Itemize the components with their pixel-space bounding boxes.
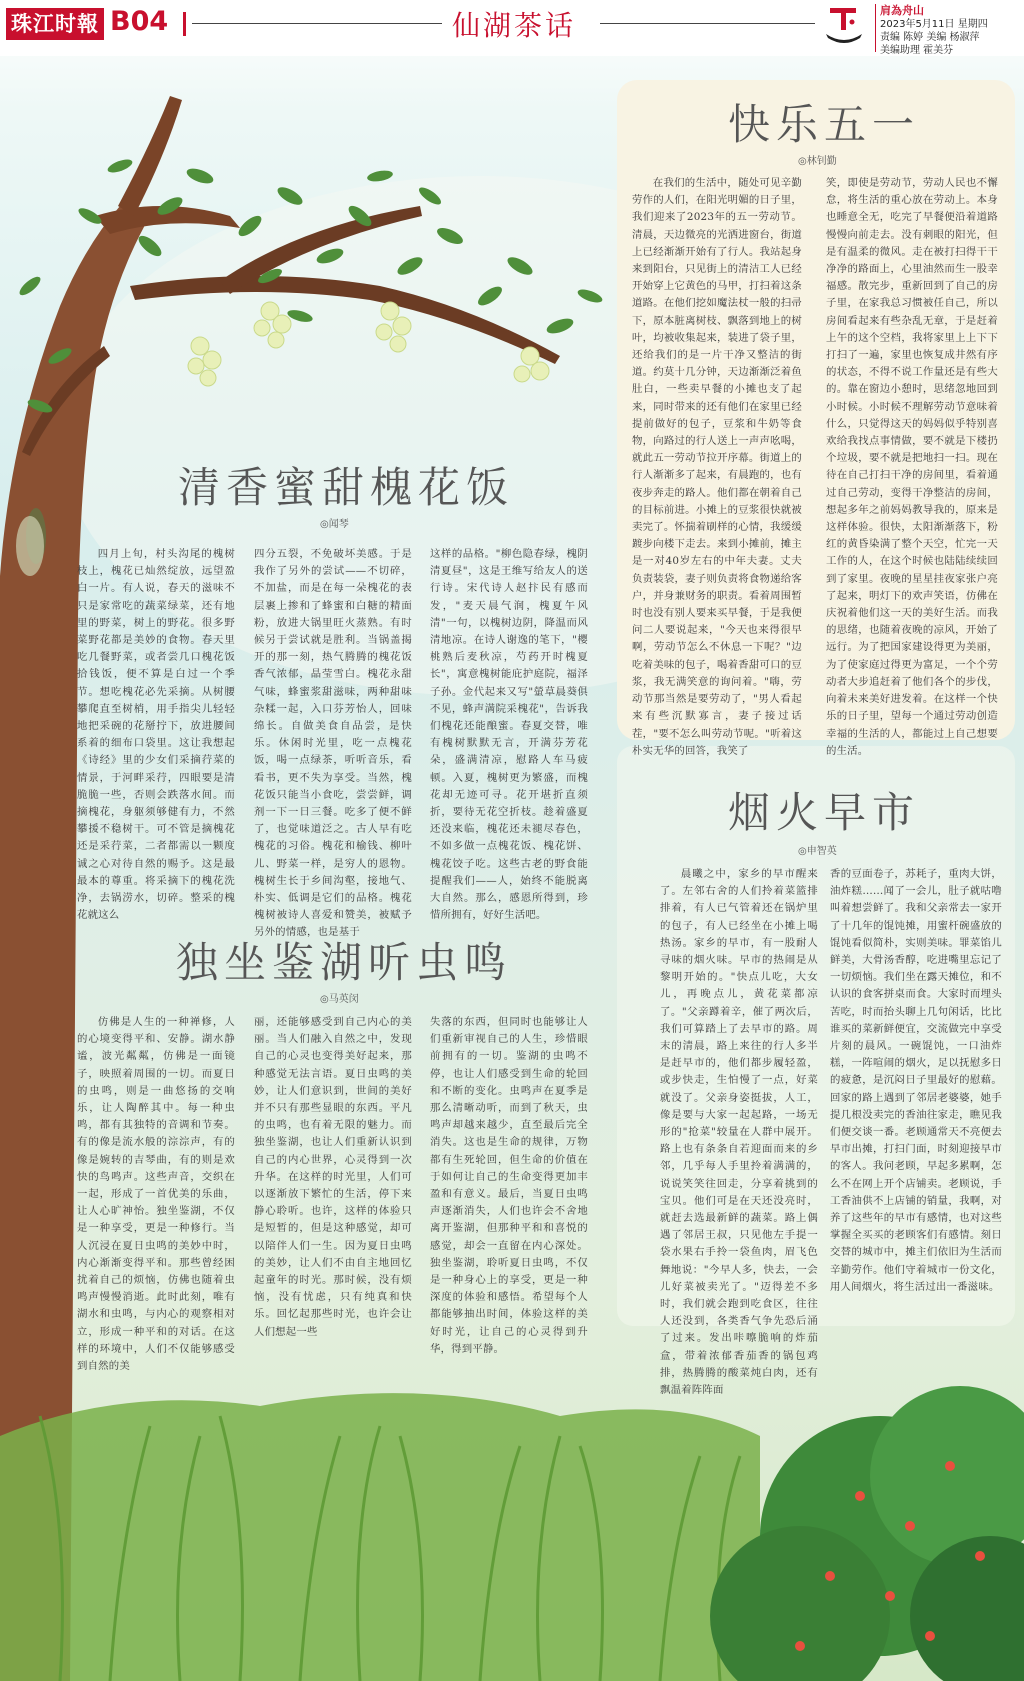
article-title-huaihua: 清香蜜甜槐花饭	[178, 463, 515, 512]
article-column: 四月上旬，村头沟尾的槐树枝上，槐花已灿然绽放，远望盈白一片。有人说，春天的滋味不只是家常吃的蔬菜绿菜，还有地里的野菜，树上的野花。很多野菜野花都是美妙的食物。春天里吃几餐野菜，或者尝几口槐花饭拾钱饭，便不算是白过一个季节。想吃槐花必先采摘。从树腰攀爬直至树梢，用手指尖儿轻轻地把采碗的花掰拧下，放进腰间系着的细布口袋里。这让我想起《诗经》里的少女们采摘荇菜的情景，于河畔采荇，四眼要是清脆脆一些，否则会跌落水间。而摘槐花，身躯须够健有力，不然攀援不稳树干。可不管是摘槐花还是采荇菜，二者都需以一颗度诚之心对待自然的赐予。这是最最本的尊重。将采摘下的槐花洗净，去锅涝水，切碎。整采的槐花就这么	[77, 548, 235, 922]
article-column: 失落的东西，但同时也能够让人们重新审视自己的人生，珍惜眼前拥有的一切。鉴湖的虫鸣不停，也让人们感受到生命的轮回和不断的变化。虫鸣声在夏季是那么清晰动听，而到了秋天，虫鸣声却越来越少，直至最后完全消失。这也是生命的规律，万物都有生死轮回，但生命的价值在于如何让自己的生命变得更加丰盈和有意义。最后，当夏日虫鸣声逐渐消失，人们也许会不舍地离开鉴湖，但那种平和和喜悦的感觉，却会一直留在内心深处。独坐鉴湖，聆听夏日虫鸣，不仅是一种身心上的享受，更是一种深度的体验和感悟。希望每个人都能够抽出时间，体验这样的美好时光，让自己的心灵得到升华，得到平静。	[430, 1016, 588, 1355]
article-byline-huaihua: ◎闻琴	[320, 519, 349, 530]
article-column: 在我们的生活中，随处可见辛勤劳作的人们，在阳光明媚的日子里，我们迎来了2023年的五一劳动节。清晨，天边微亮的光洒进窗台，街道上已经渐渐开始有了行人。我站起身来到阳台，只见街上的清洁工人已经开始穿上它黄色的马甲，打扫着这条道路。在他们挖如魔法杖一般的扫帚下，原本脏离树枝、飘落到地上的树叶，均被收集起来，装进了袋子里，还给我们的是一片干净又整洁的街道。约莫十几分钟，天边渐渐泛着鱼肚白，一些卖早餐的小摊也支了起来，同时带来的还有他们在家里已经提前做好的包子，豆浆和牛奶等食物，向路过的行人送上一声声吆喝，就此五一劳动节拉开序幕。街道上的行人渐渐多了起来，有晨跑的，也有夜步奔走的路人。他们都在朝着自己的目标前进。小摊上的豆浆很快就被卖完了。怀揣着刷样的心情，我缓缓踱步向楼下走去。来到小摊前，摊主是一对40岁左右的中年夫妻。丈夫负责装袋，妻子则负责将食物递给客户，并身兼财务的职责。看着周围暂时也没有别人要来买早餐，于是我便问二人要说起来，"今天也来得很早啊，劳动节怎么不休息一下呢？"边吃着美味的包子，喝着香甜可口的豆浆，我无满笑意的询问着。"嗨，劳动节那当然是要劳动了，"男人看起来有些沉默寡言，妻子接过话茬，"要不怎么叫劳动节呢。"听着这朴实无华的回答，我笑了	[632, 177, 802, 757]
article-title-zaoshi: 烟火早市	[728, 788, 921, 837]
article-byline-zaoshi: ◎申智英	[798, 846, 837, 857]
article-column: 香的豆面卷子，苏耗子，重肉大饼，油炸糕……闻了一会儿，肚子就咕噜叫着想尝鲜了。我和父亲常去一家开了十几年的馄饨摊，用蜜杆碗盛放的馄饨看似简朴，实则美味。罪菜馅儿鲜美，大骨汤香醇，吃进嘴里忘记了一切烦恼。我们坐在露天摊位，和不认识的食客拼桌而食。大家时而埋头苦吃，时而抬头聊上几句闲话，比比谁买的菜新鲜便宜，交流做完中享受片刻的晨风。一碗馄饨，一口油炸糕，一阵喧闹的烟火，足以抚慰多日的疲惫，是沉闷日子里最好的慰藉。回家的路上遇到了邻居老婆婆，她手提几根没卖完的香油往家走，瞧见我们便交谈一番。老顾通常天不亮便去早市出摊，打扫门面，时刻迎接早市的客人。我问老顾，早起多累啊，怎么不在网上开个店铺卖。老顾说，手工香油供不上店铺的销量，我啊，对养了这些年的早市有感情，也对这些掌握全买买的老顾客们有感情。刻日交替的城市中，摊主们依旧为生活而辛勤劳作。他们守着城市一份文化，用人间烟火，将生活过出一番滋味。	[830, 868, 1002, 1293]
article-byline-kuaile: ◎林钊勤	[798, 156, 837, 167]
article-column: 仿佛是人生的一种禅修，人的心境变得平和、安静。湖水静谧，波光粼粼，仿佛是一面镜子，映照着周围的一切。而夏日的虫鸣，则是一曲悠扬的交响乐，让人陶醉其中。每一种虫鸣，都有其独特的音调和节奏。有的像是流水般的淙淙声，有的像是婉转的吉琴曲，有的则是欢快的鸟鸣声。这些声音，交织在一起，形成了一首优美的乐曲，让人心旷神怡。独坐鉴湖，不仅是一种享受，更是一种修行。当人沉浸在夏日虫鸣的美妙中时，内心渐渐变得平和。那些曾经困扰着自己的烦恼，仿佛也随着虫鸣声慢慢消逝。此时此刻，唯有湖水和虫鸣，与内心的观察相对立，形成一种平和的对话。在这样的环境中，人们不仅能够感受到自然的美	[77, 1016, 235, 1373]
issue-info	[880, 4, 988, 57]
header-vertical-rule	[875, 4, 876, 52]
article-column: 晨曦之中，家乡的早市醒来了。左邻右舍的人们拎着菜篮排排着，有人已气管着还在锅炉里的包子，有人已经坐在小摊上喝热汤。家乡的早市，有一股耐人寻味的烟火味。早市的热闹是从黎明开始的。"快点儿吃，大女儿，再晚点儿，黄花菜都凉了。"父亲蹲着辛，催了两次后，我们可算踏上了去早市的路。周末的清晨，路上来往的行人多半是赶早市的，他们都步履轻盈，或步快走，生怕慢了一点，好菜就没了。父亲身姿挺拔，人工，像是要与大家一起起路，一场无形的"抢菜"较量在人群中展开。路上也有条条自若迎面而来的乡邻，几乎每人手里拎着满满的，说说笑笑往回走，分享着挑到的宝贝。他们可是在天还没亮时，就赶去选最新鲜的蔬菜。路上偶遇了邻居王叔，只见他左手提一袋水果右手拎一袋鱼肉，眉飞色舞地说："今早人多，快去，一会儿好菜被卖光了。"迈得差不多时，我们就会跑到吃食区，往往人还没到，各类香气争先恐后涌了过来。发出咔嚓脆响的炸茄盒，带着浓郁香茄香的锅包鸡排，热腾腾的酸菜炖白肉，还有飘温着阵阵面	[660, 868, 818, 1397]
article-byline-chongming: ◎马英闵	[320, 994, 359, 1005]
article-title-kuaile: 快乐五一	[728, 100, 921, 149]
page-number: B04	[110, 6, 169, 37]
article-column: 四分五裂，不免破坏美感。于是我作了另外的尝试——不切碎，不加盐，而是在每一朵槐花的表层裹上掺和了蜂蜜和白糖的精面粉，放进大锅里旺火蒸熟。有时候另于尝试就是胜利。当锅盖揭开的那一刻，热气腾腾的槐花饭香气浓郁，晶莹雪白。槐花永甜气味，蜂蜜浆甜滋味，两种甜味杂糅一起，入口芬芳怡人，回味绵长。自做美食自品尝，是快乐。休闲时光里，吃一点槐花饭，喝一点绿茶，听听音乐，看看书，更不失为享受。当然，槐花饭只能当小食吃，尝尝鲜，调剂一下一日三餐。吃多了便不鲜了，也觉味道泛之。古人早有吃槐花的习俗。槐花和榆钱、柳叶儿、野菜一样，是穷人的恩物。槐树生长于乡间沟壑，接地气、朴实、低调是它们的品格。槐花槐树被诗人喜爱和赞美，被赋予另外的情感，也是基于	[254, 548, 412, 939]
issue-date: 2023年5月11日 星期四	[880, 19, 988, 30]
header-rule-right	[600, 23, 815, 24]
header-rule-left	[192, 23, 442, 24]
page-header	[0, 0, 1024, 56]
header-divider	[183, 12, 186, 36]
article-column: 笑，即使是劳动节，劳动人民也不懈怠，将生活的重心放在劳动上。本身也睡意全无，吃完了早餐便沿着道路慢慢向前走去。没有刺眼的阳光，但是有温柔的微风。走在被打扫得干干净净的路面上，心里油然而生一股幸福感。散完步，重新回到了自己的房子里，在家我总习惯被任自己，所以房间看起来有些杂乱无章，于是赶着上午的这个空档，我将家里上上下下打扫了一遍，家里也恢复成井然有序的状态，不得不说工作量还是有些大的。靠在窗边小憩时，思绪忽地回到小时候。小时候不理解劳动节意味着什么，只觉得这天的妈妈似乎特别喜欢给我找点事情做，要不就是下楼扔个垃圾，要不就是把地扫一扫。现在待在自己打扫干净的房间里，看着通过自己劳动，变得干净整洁的房间，想起多年之前妈妈教导我的，原来是这样体验。很快，太阳渐渐落下，粉红的黄昏染满了整个天空，忙完一天工作的人，在这个时候也陆陆续续回到了家里。夜晚的星星挂夜家张户亮了起来，明灯下的欢声笑语，仿佛在庆祝着他们这一天的美好生活。而我的思绪，也随着夜晚的凉风，开始了远行。为了把国家建设得更为美丽，为了使家庭过得更为富足，一个个劳动者大步追赶着了他们各个的步伐，向着未来美好进发着。在这样一个快乐的日子里，望每一个通过劳动创造幸福的生活的人，都能过上自己想要的生活。	[826, 177, 998, 757]
article-column: 丽，还能够感受到自己内心的美丽。当人们融入自然之中，发现自己的心灵也变得美好起来，那种感觉无法言语。夏日虫鸣的美妙，让人们意识到，世间的美好并不只有那些显眼的东西。平凡的虫鸣，也有着无限的魅力。而独坐鉴湖，也让人们重新认识到自己的内心世界，心灵得到一次升华。在这样的时光里，人们可以逐渐放下繁忙的生活，停下来静心聆听。也许，这样的体验只是短暂的，但是这种感觉，却可以陪伴人们一生。因为夏日虫鸣的美妙，让人们不由自主地回忆起童年的时光。那时候，没有烦恼，没有忧虑，只有纯真和快乐。回忆起那些时光，也许会让人们想起一些	[254, 1016, 412, 1338]
section-title: 仙湖茶话	[452, 9, 577, 42]
article-title-chongming: 独坐鉴湖听虫鸣	[176, 938, 513, 987]
newspaper-masthead: 珠江时報	[6, 8, 104, 40]
article-column: 这样的品格。"柳色隐春绿，槐阴清夏昼"，这是王维写给友人的送行诗。宋代诗人赵抃民有感而发，"麦天晨气润，槐夏午风清"一句，以槐树边阴，降温而风清地凉。在诗人谢逸的笔下，"樱桃熟后麦秋凉，芍药开时槐夏长"，寓意槐树能庇护庭院，福泽子孙。金代起来又写"螢草晨葵俱不见，蜂声满院采槐花"，告诉我们槐花还能酿蜜。春夏交替，唯有槐树默默无言，开满芬芳花朵，盛满清凉，慰路人车马疲顿。入夏，槐树更为繁盛，而槐花却无迹可寻。花开堪折直须折，要待无花空折枝。趁着盛夏还没来临，槐花还未褪尽春色，不如多做一点槐花饭、槐花饼、槐花饺子吃。这些古老的野食能提醒我们——人，始终不能脱离大自然。那么，感恩所得到，珍惜所拥有，好好生活吧。	[430, 548, 588, 922]
column-brand: 肩為舟山	[880, 4, 924, 17]
editor-credit: 责编 陈婷 美编 杨淑萍	[880, 32, 980, 43]
boat-logo-icon	[822, 2, 866, 48]
assistant-credit: 美编助理 霍美芬	[880, 45, 954, 56]
